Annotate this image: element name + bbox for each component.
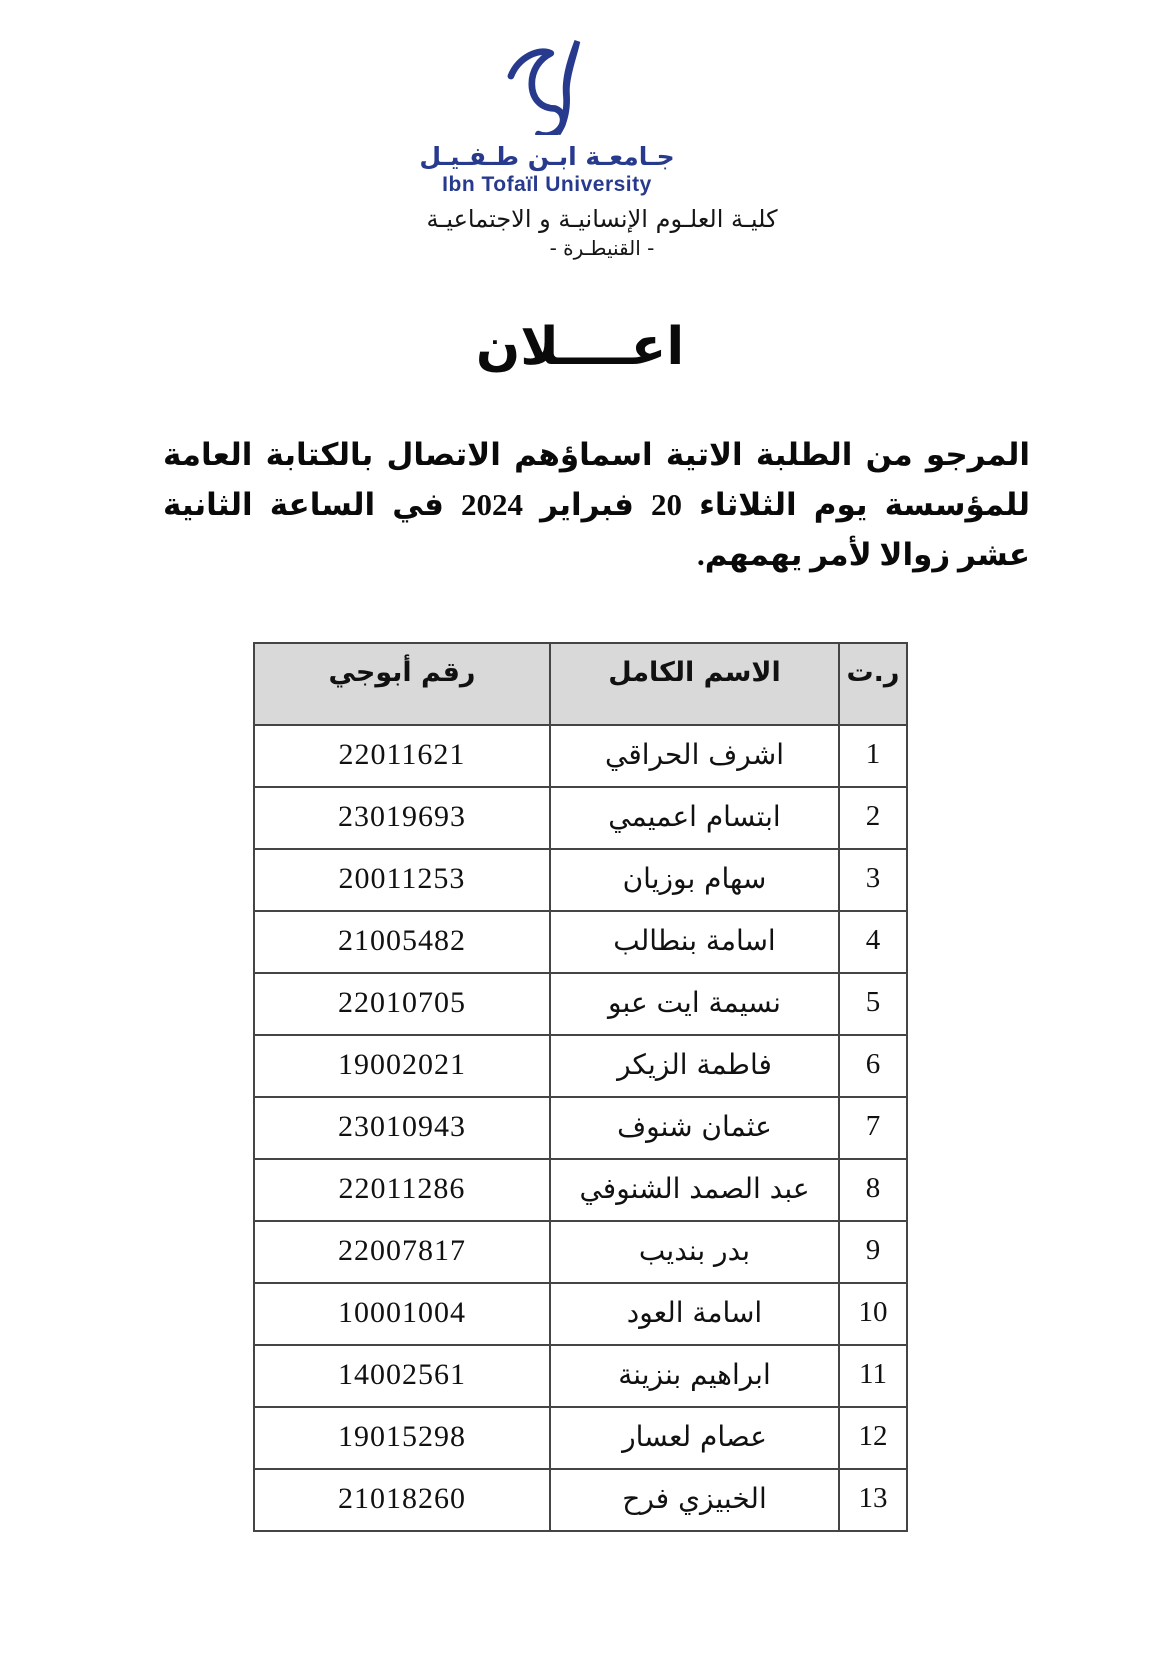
- student-apogee-number: 20011253: [254, 849, 550, 911]
- student-full-name: عبد الصمد الشنوفي: [550, 1159, 839, 1221]
- letterhead: [0, 40, 1160, 260]
- student-full-name: ابراهيم بنزينة: [550, 1345, 839, 1407]
- student-serial-number: 5: [839, 973, 907, 1035]
- column-header-serial: ر.ت: [839, 643, 907, 725]
- student-full-name: بدر بنديب: [550, 1221, 839, 1283]
- student-row: [254, 1407, 907, 1469]
- student-row: [254, 787, 907, 849]
- student-serial-number: 12: [839, 1407, 907, 1469]
- student-serial-number: 8: [839, 1159, 907, 1221]
- students-table-body: [254, 725, 907, 1531]
- student-serial-number: 7: [839, 1097, 907, 1159]
- student-full-name: اسامة بنطالب: [550, 911, 839, 973]
- column-header-full-name: الاسم الكامل: [550, 643, 839, 725]
- student-row: [254, 1097, 907, 1159]
- student-full-name: عثمان شنوف: [550, 1097, 839, 1159]
- student-row: [254, 911, 907, 973]
- student-apogee-number: 21005482: [254, 911, 550, 973]
- faculty-block: [426, 205, 777, 260]
- student-apogee-number: 23019693: [254, 787, 550, 849]
- student-apogee-number: 22007817: [254, 1221, 550, 1283]
- student-full-name: فاطمة الزيكر: [550, 1035, 839, 1097]
- student-row: [254, 1035, 907, 1097]
- student-row: [254, 973, 907, 1035]
- student-apogee-number: 22011286: [254, 1159, 550, 1221]
- city-name: - القنيطـرة -: [549, 236, 655, 260]
- student-serial-number: 3: [839, 849, 907, 911]
- student-apogee-number: 14002561: [254, 1345, 550, 1407]
- student-apogee-number: 23010943: [254, 1097, 550, 1159]
- student-row: [254, 849, 907, 911]
- student-row: [254, 1283, 907, 1345]
- student-apogee-number: 22011621: [254, 725, 550, 787]
- university-brand: [419, 40, 674, 197]
- university-name-english: Ibn Tofaïl University: [442, 173, 652, 196]
- student-row: [254, 1159, 907, 1221]
- student-serial-number: 2: [839, 787, 907, 849]
- student-apogee-number: 19002021: [254, 1035, 550, 1097]
- student-row: [254, 725, 907, 787]
- student-full-name: سهام بوزيان: [550, 849, 839, 911]
- student-serial-number: 1: [839, 725, 907, 787]
- student-serial-number: 10: [839, 1283, 907, 1345]
- announcement-title: اعــــلان: [475, 317, 685, 377]
- student-apogee-number: 10001004: [254, 1283, 550, 1345]
- student-serial-number: 11: [839, 1345, 907, 1407]
- student-full-name: ابتسام اعميمي: [550, 787, 839, 849]
- student-serial-number: 13: [839, 1469, 907, 1531]
- student-serial-number: 6: [839, 1035, 907, 1097]
- student-row: [254, 1469, 907, 1531]
- student-row: [254, 1345, 907, 1407]
- page: [0, 40, 1160, 1680]
- table-header-row: [254, 643, 907, 725]
- column-header-apogee-number: رقم أبوجي: [254, 643, 550, 725]
- faculty-name: كليـة العلـوم الإنسانيـة و الاجتماعيـة: [426, 205, 778, 233]
- student-apogee-number: 21018260: [254, 1469, 550, 1531]
- student-full-name: عصام لعسار: [550, 1407, 839, 1469]
- student-full-name: اشرف الحراقي: [550, 725, 839, 787]
- students-table: [253, 642, 908, 1532]
- student-apogee-number: 22010705: [254, 973, 550, 1035]
- student-full-name: نسيمة ايت عبو: [550, 973, 839, 1035]
- university-logo-icon: [497, 40, 597, 135]
- student-serial-number: 4: [839, 911, 907, 973]
- student-serial-number: 9: [839, 1221, 907, 1283]
- announcement-body: المرجو من الطلبة الاتية اسماؤهم الاتصال بالكتابة العامة للمؤسسة يوم الثلاثاء 20 فبراير 2024 في الساعة الثانية عشر زوالا لأمر يهمهم.: [163, 437, 1030, 572]
- students-table-head: [254, 643, 907, 725]
- student-full-name: اسامة العود: [550, 1283, 839, 1345]
- student-apogee-number: 19015298: [254, 1407, 550, 1469]
- university-name-arabic: جـامعـة ابـن طـفـيـل: [419, 142, 675, 171]
- student-row: [254, 1221, 907, 1283]
- student-full-name: الخبيزي فرح: [550, 1469, 839, 1531]
